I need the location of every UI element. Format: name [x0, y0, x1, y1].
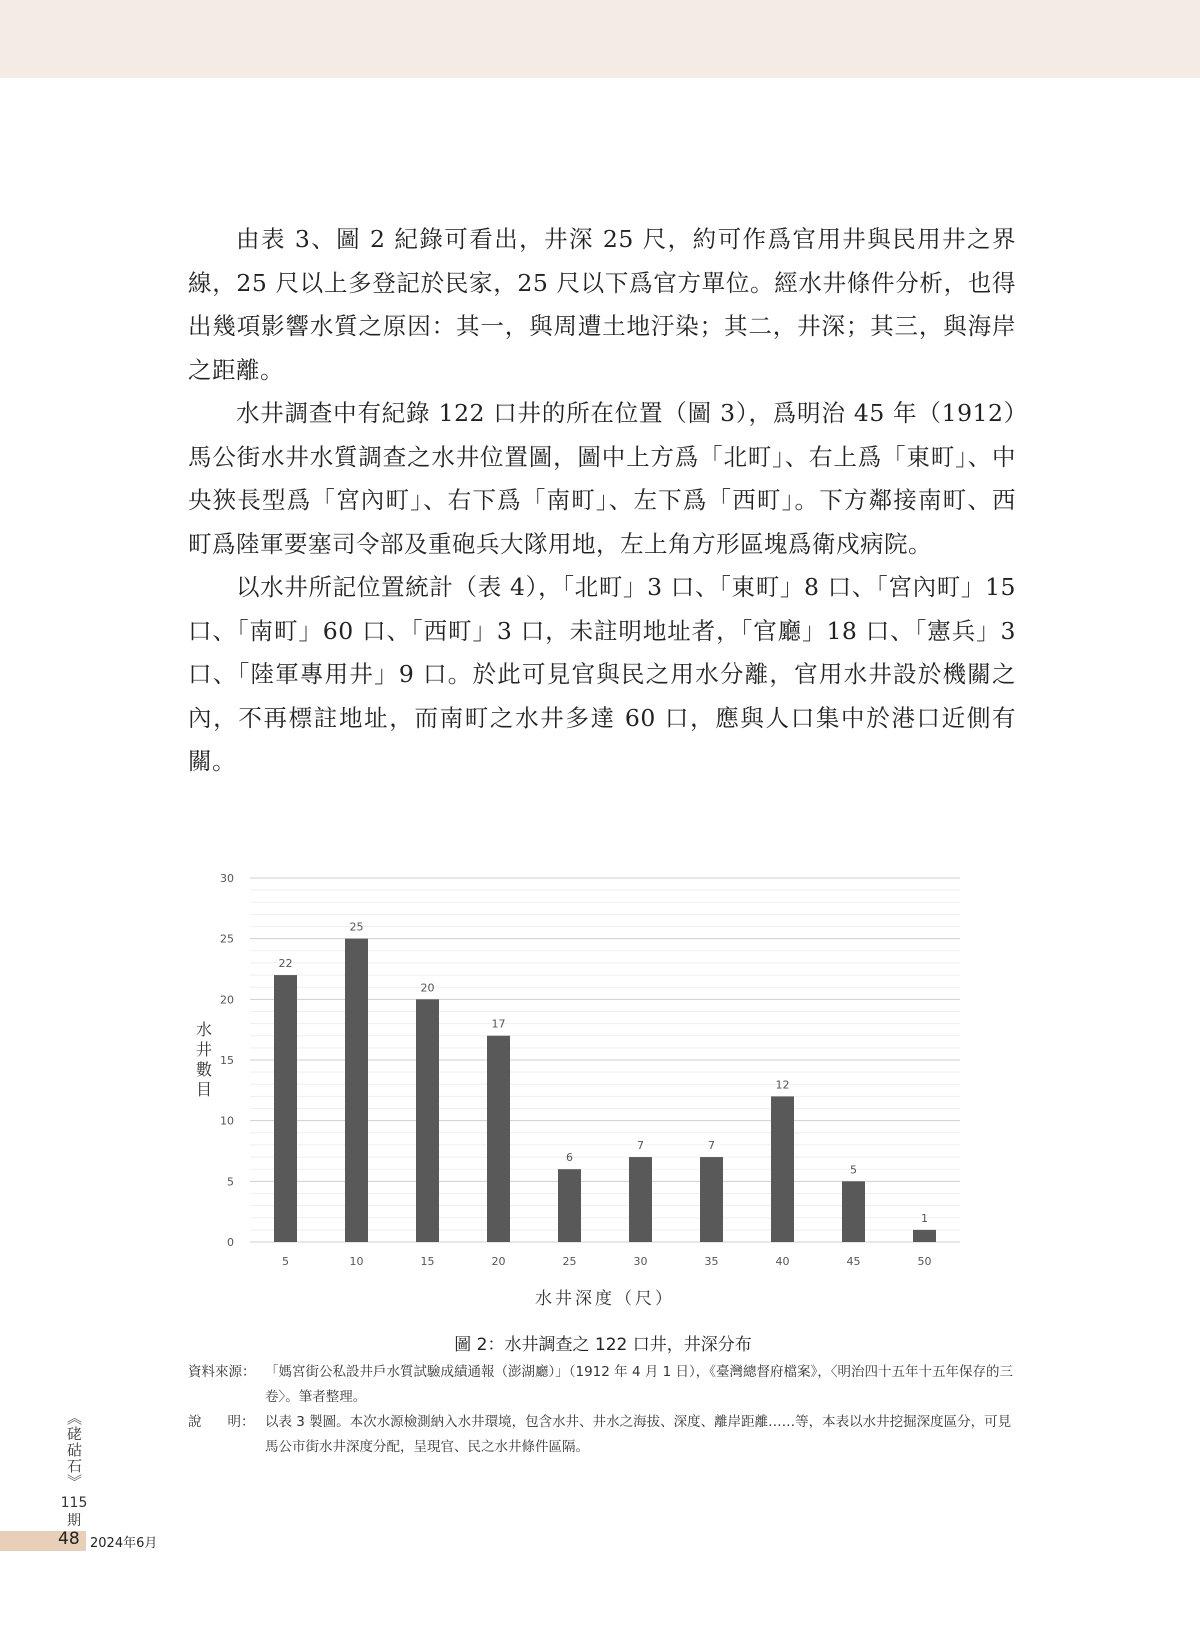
y-axis-label-char: 數	[195, 1060, 213, 1079]
x-tick-label: 45	[846, 1255, 861, 1268]
y-tick-label: 15	[220, 1054, 234, 1067]
bar	[345, 939, 368, 1242]
explanation-text: 以表 3 製圖。本次水源檢測納入水井環境，包含水井、井水之海拔、深度、離岸距離……等，本表以水井挖掘深度區分，可見馬公市街水井深度分配，呈現官、民之水井條件區隔。	[265, 1414, 1012, 1455]
header-band	[0, 0, 1200, 78]
figure-caption: 圖 2：水井調查之 122 口井，井深分布	[454, 1335, 752, 1355]
y-axis-label-char: 目	[195, 1080, 213, 1099]
page-number: 48	[58, 1529, 80, 1549]
data-label: 7	[708, 1139, 715, 1153]
x-tick-label: 40	[775, 1255, 790, 1268]
paragraph-3: 以水井所記位置統計（表 4），「北町」3 口、「東町」8 口、「宮內町」15 口、「南町」60 口、「西町」3 口，未註明地址者，「官廳」18 口、「憲兵」3 口、「陸軍專用井」9 口。於此可見官與民之用水分離，官用水井設於機關之內，不再標註地址，而南町之水井多達 60 口，應與人口集中於港口近側有關。	[188, 573, 1016, 775]
bar	[487, 1036, 510, 1242]
bar-chart-svg	[188, 860, 1018, 1315]
data-label: 12	[775, 1078, 790, 1092]
source-text: 「媽宮街公私設井戶水質試驗成績通報（澎湖廳）」（1912 年 4 月 1 日），《臺灣總督府檔案》，〈明治四十五年十五年保存的三卷〉。筆者整理。	[265, 1364, 1013, 1405]
data-label: 20	[420, 981, 435, 995]
x-tick-label: 15	[420, 1255, 435, 1268]
bar	[771, 1096, 794, 1242]
source-label: 資料來源：	[188, 1364, 256, 1380]
bar	[416, 999, 439, 1242]
paragraph-2: 水井調查中有紀錄 122 口井的所在位置（圖 3），爲明治 45 年（1912）馬公街水井水質調查之水井位置圖，圖中上方爲「北町」、右上爲「東町」、中央狹長型爲「宮內町」、右下爲「南町」、左下爲「西町」。下方鄰接南町、西町爲陸軍要塞司令部及重砲兵大隊用地，左上角方形區塊爲衛戍病院。	[188, 399, 1016, 558]
y-axis-label-char: 井	[195, 1040, 213, 1059]
x-tick-label: 20	[491, 1255, 506, 1268]
bar	[700, 1157, 723, 1242]
bar	[558, 1169, 581, 1242]
explanation-note	[188, 1410, 1018, 1460]
explanation-label-1: 說	[188, 1414, 202, 1430]
bar-chart	[188, 860, 1018, 1315]
x-tick-label: 30	[633, 1255, 648, 1268]
data-label: 22	[278, 957, 293, 971]
journal-side-title	[56, 1410, 92, 1530]
issue-date: 2024年6月	[90, 1536, 158, 1551]
x-tick-label: 5	[282, 1255, 289, 1268]
data-label: 1	[921, 1211, 928, 1225]
y-tick-label: 25	[220, 932, 234, 946]
x-tick-label: 35	[704, 1255, 719, 1268]
bar	[629, 1157, 652, 1242]
bar	[274, 975, 297, 1242]
explanation-label-2: 明：	[227, 1414, 255, 1430]
explanation-label	[188, 1410, 268, 1435]
data-label: 5	[850, 1163, 857, 1177]
issue-number: 115	[60, 1495, 88, 1511]
y-tick-label: 0	[227, 1236, 234, 1249]
x-tick-label: 10	[349, 1255, 364, 1268]
y-axis-label-char: 水	[195, 1020, 213, 1039]
x-tick-label: 50	[917, 1255, 932, 1268]
data-label: 25	[349, 920, 364, 934]
y-tick-label: 5	[227, 1175, 234, 1189]
journal-name: 《硓𥑮石》	[65, 1410, 83, 1490]
data-label: 6	[566, 1151, 573, 1165]
source-note	[188, 1360, 1018, 1410]
issue-qi: 期	[67, 1513, 81, 1529]
data-label: 17	[491, 1017, 506, 1031]
y-tick-label: 20	[220, 993, 234, 1007]
x-tick-label: 25	[562, 1255, 577, 1268]
x-axis-label: 水井深度（尺）	[535, 1289, 675, 1309]
paragraph-1: 由表 3、圖 2 紀錄可看出，井深 25 尺，約可作爲官用井與民用井之界線，25 尺以上多登記於民家，25 尺以下爲官方單位。經水井條件分析，也得出幾項影響水質之原因：其一，與周遭土地汙染；其二，井深；其三，與海岸之距離。	[188, 225, 1016, 384]
bar	[913, 1230, 936, 1242]
y-tick-label: 30	[220, 872, 234, 885]
data-label: 7	[637, 1139, 644, 1153]
body-text	[188, 218, 1016, 784]
bar	[842, 1181, 865, 1242]
y-tick-label: 10	[220, 1114, 234, 1128]
